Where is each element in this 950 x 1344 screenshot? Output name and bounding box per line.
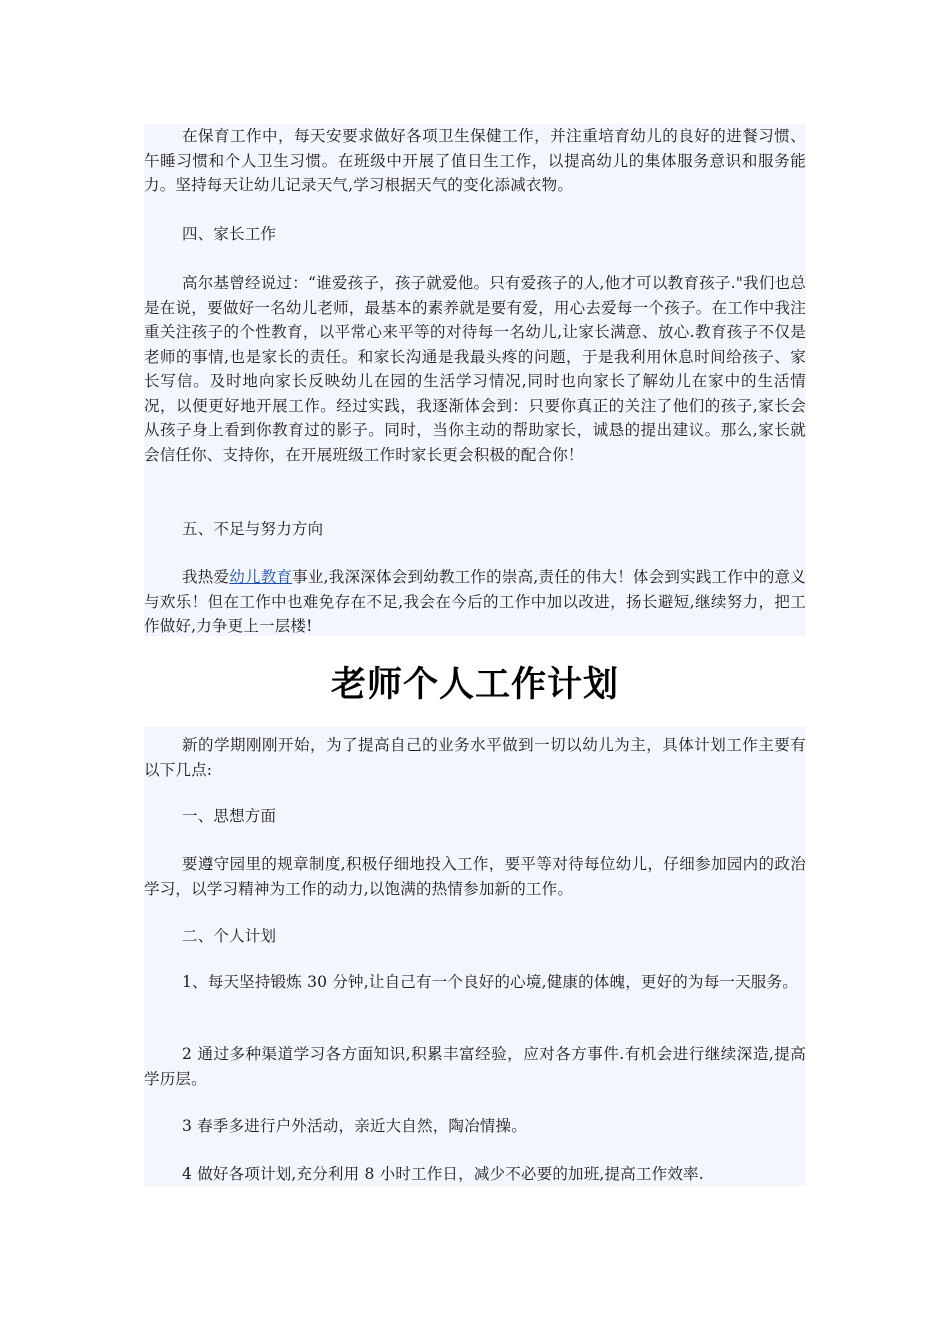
love-text-before: 我热爱 bbox=[182, 568, 230, 586]
heading-thought: 一、思想方面 bbox=[182, 807, 277, 825]
love-text-after: 事业,我深深体会到幼教工作的崇高,责任的伟大！体会到实践工作中的意义与欢乐！但在工作中也难免存在不足,我会在今后的工作中加以改进，扬长避短,继续努力，把工作做好,力争更上一层楼! bbox=[144, 568, 806, 635]
plan-item-4: 4 做好各项计划,充分利用 8 小时工作日，减少不必要的加班,提高工作效率. bbox=[182, 1165, 704, 1183]
plan-item-2: 2 通过多种渠道学习各方面知识,积累丰富经验，应对各方事件.有机会进行继续深造,提高学历层。 bbox=[144, 1045, 806, 1088]
paragraph-hygiene: 在保育工作中，每天安要求做好各项卫生保健工作，并注重培育幼儿的良好的进餐习惯、午睡习惯和个人卫生习惯。在班级中开展了值日生工作，以提高幼儿的集体服务意识和服务能力。坚持每天让幼儿记录天气,学习根据天气的变化添减衣物。 bbox=[144, 127, 806, 194]
paragraph-parents-work: 高尔基曾经说过：“谁爱孩子，孩子就爱他。只有爱孩子的人,他才可以教育孩子."我们也总是在说，要做好一名幼儿老师，最基本的素养就是要有爱，用心去爱每一个孩子。在工作中我注重关注孩子的个性教育，以平常心来平等的对待每一名幼儿,让家长满意、放心.教育孩子不仅是老师的事情,也是家长的责任。和家长沟通是我最头疼的问题，于是我利用休息时间给孩子、家长写信。及时地向家长反映幼儿在园的生活学习情况,同时也向家长了解幼儿在家中的生活情况，以便更好地开展工作。经过实践，我逐渐体会到：只要你真正的关注了他们的孩子,家长会从孩子身上看到你教育过的影子。同时，当你主动的帮助家长，诚恳的提出建议。那么,家长就会信任你、支持你，在开展班级工作时家长更会积极的配合你！ bbox=[144, 274, 806, 464]
paragraph-thought: 要遵守园里的规章制度,积极仔细地投入工作，要平等对待每位幼儿，仔细参加园内的政治学习，以学习精神为工作的动力,以饱满的热情参加新的工作。 bbox=[144, 855, 806, 898]
paragraph-love-education bbox=[144, 565, 806, 639]
early-education-link[interactable]: 幼儿教育 bbox=[229, 568, 293, 586]
heading-parents-work: 四、家长工作 bbox=[182, 225, 277, 243]
plan-item-1: 1、每天坚持锻炼 30 分钟,让自己有一个良好的心境,健康的体魄，更好的为每一天服务。 bbox=[182, 973, 798, 991]
paragraph-intro: 新的学期刚刚开始，为了提高自己的业务水平做到一切以幼儿为主，具体计划工作主要有以下几点: bbox=[144, 736, 806, 779]
document-title: 老师个人工作计划 bbox=[330, 665, 619, 705]
plan-item-3: 3 春季多进行户外活动，亲近大自然，陶冶情操。 bbox=[182, 1117, 527, 1135]
heading-personal-plan: 二、个人计划 bbox=[182, 927, 277, 945]
heading-shortcomings: 五、不足与努力方向 bbox=[182, 520, 324, 538]
